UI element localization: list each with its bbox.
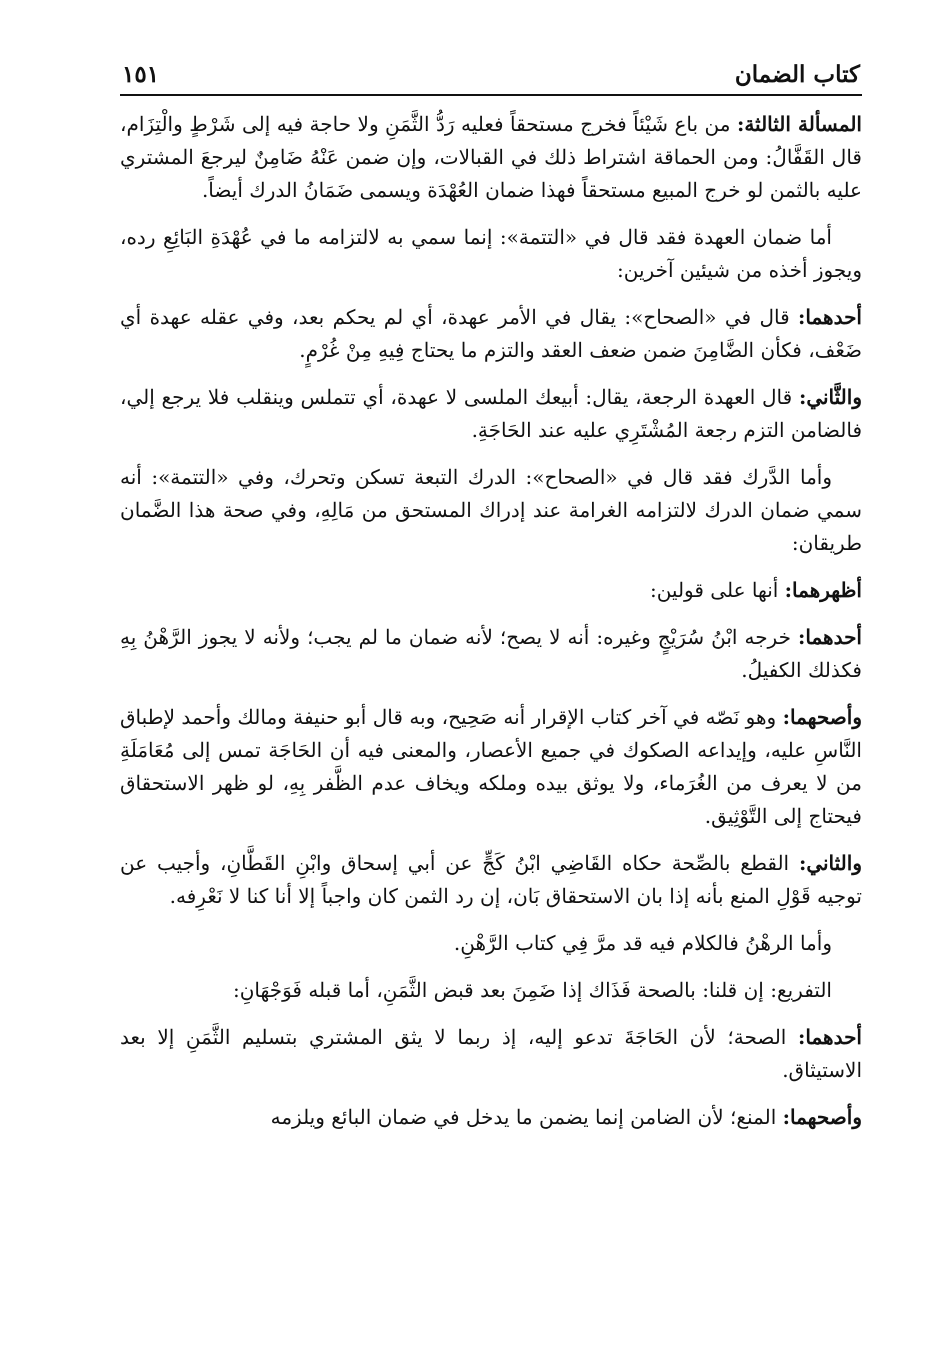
paragraph-text: القطع بالصِّحة حكاه القَاضِي ابْنُ كَجٍّ عن أبي إسحاق وابْنِ القَطَّانِ، وأجيب عن توجيه قَوْلِ المنع بأنه إذا بان الاستحقاق بَان، إن رد الثمن كان واجباً إلا أنا كنا لا نَعْرِفه. [120, 851, 862, 908]
paragraph-text: أما ضمان العهدة فقد قال في «التتمة»: إنما سمي به لالتزامه ما في عُهْدَةِ البَائِعِ رده، ويجوز أخذه من شيئين آخرين: [120, 225, 862, 282]
paragraph-text: أنها على قولين: [649, 578, 785, 602]
paragraph-lead: أظهرهما: [784, 578, 862, 602]
paragraph [120, 927, 862, 960]
paragraph [120, 301, 862, 367]
page-number: ١٥١ [122, 61, 160, 88]
paragraph-text: قال العهدة الرجعة، يقال: أبيعك الملسى لا عهدة، أي تتملس وينقلب فلا يرجع إلي، فالضامن التزم رجعة المُشْتَرِي عليه عند الحَاجَةِ. [120, 385, 862, 442]
paragraph-text: وهو نَصّه في آخر كتاب الإقرار أنه صَحِيح، وبه قال أبو حنيفة ومالك وأحمد لإطباق النَّاسِ عليه، وإيداعه الصكوك في جميع الأعصار، والمعنى فيه أن الحَاجَة تمس إلى مُعَامَلَةِ من لا يعرف من الغُرَماء، ولا يوثق بيده وملكه ويخاف عدم الظَّفر بِهِ، لو ظهر الاستحقاق فيحتاج إلى التَّوْثِيق. [120, 705, 862, 828]
paragraph [120, 974, 862, 1007]
header-rule [120, 94, 862, 96]
paragraph [120, 1101, 862, 1134]
paragraph-lead: والثاني: [798, 851, 862, 875]
body-text [120, 108, 862, 1148]
paragraph [120, 108, 862, 207]
paragraph-lead: أحدهما: [797, 625, 862, 649]
paragraph [120, 574, 862, 607]
paragraph [120, 221, 862, 287]
paragraph-text: من باع شَيْئاً فخرج مستحقاً فعليه رَدُّ الثَّمَنِ ولا حاجة فيه إلى شَرْطٍ والْتِزَام، قال القَفَّالُ: ومن الحماقة اشتراط ذلك في القبالات، وإن ضمن عَنْهُ ضَامِنٌ ليرجعَ المشتري عليه بالثمن لو خرج المبيع مستحقاً فهذا ضمان العُهْدَة ويسمى ضَمَانُ الدرك أيضاً. [120, 112, 862, 202]
paragraph-text: التفريع: إن قلنا: بالصحة فَذَاك إذا ضَمِنَ بعد قبض الثَّمَنِ، أما قبله فَوَجْهَانِ: [232, 978, 832, 1002]
paragraph-text: الصحة؛ لأن الحَاجَةَ تدعو إليه، إذ ربما لا يثق المشتري بتسليم الثَّمَنِ إلا بعد الاستيثاق. [120, 1025, 862, 1082]
paragraph [120, 847, 862, 913]
paragraph [120, 701, 862, 833]
paragraph-lead: وأصحهما: [782, 1105, 862, 1129]
paragraph-lead: وأصحهما: [782, 705, 862, 729]
book-title: كتاب الضمان [734, 61, 860, 88]
paragraph-lead: أحدهما: [797, 305, 862, 329]
paragraph-text: وأما الدَّرك فقد قال في «الصحاح»: الدرك التبعة تسكن وتحرك، وفي «التتمة»: أنه سمي ضمان الدرك لالتزامه الغرامة عند إدراك المستحق من مَالِهِ، وفي صحة هذا الضَّمان طريقان: [120, 465, 862, 555]
paragraph-lead: المسألة الثالثة: [736, 112, 862, 136]
paragraph [120, 621, 862, 687]
paragraph-lead: والثَّاني: [798, 385, 862, 409]
paragraph [120, 381, 862, 447]
paragraph-lead: أحدهما: [797, 1025, 862, 1049]
running-head [122, 48, 860, 88]
paragraph-text: وأما الرهْنُ فالكلام فيه قد مرَّ فِي كتاب الرَّهْنِ. [453, 931, 832, 955]
paragraph-text: المنع؛ لأن الضامن إنما يضمن ما يدخل في ضمان البائع ويلزمه [270, 1105, 783, 1129]
paragraph [120, 461, 862, 560]
paragraph-text: خرجه ابْنُ سُرَيْجٍ وغيره: أنه لا يصح؛ لأنه ضمان ما لم يجب؛ ولأنه لا يجوز الرَّهْنُ بِهِ فكذلك الكفيلُ. [120, 625, 862, 682]
paragraph [120, 1021, 862, 1087]
paragraph-text: قال في «الصحاح»: يقال في الأمر عهدة، أي لم يحكم بعد، وفي عقله عهدة أي ضَعْف، فكأن الضَّامِنَ ضمن ضعف العقد والتزم ما يحتاج فِيهِ مِنْ غُرْمٍ. [120, 305, 862, 362]
